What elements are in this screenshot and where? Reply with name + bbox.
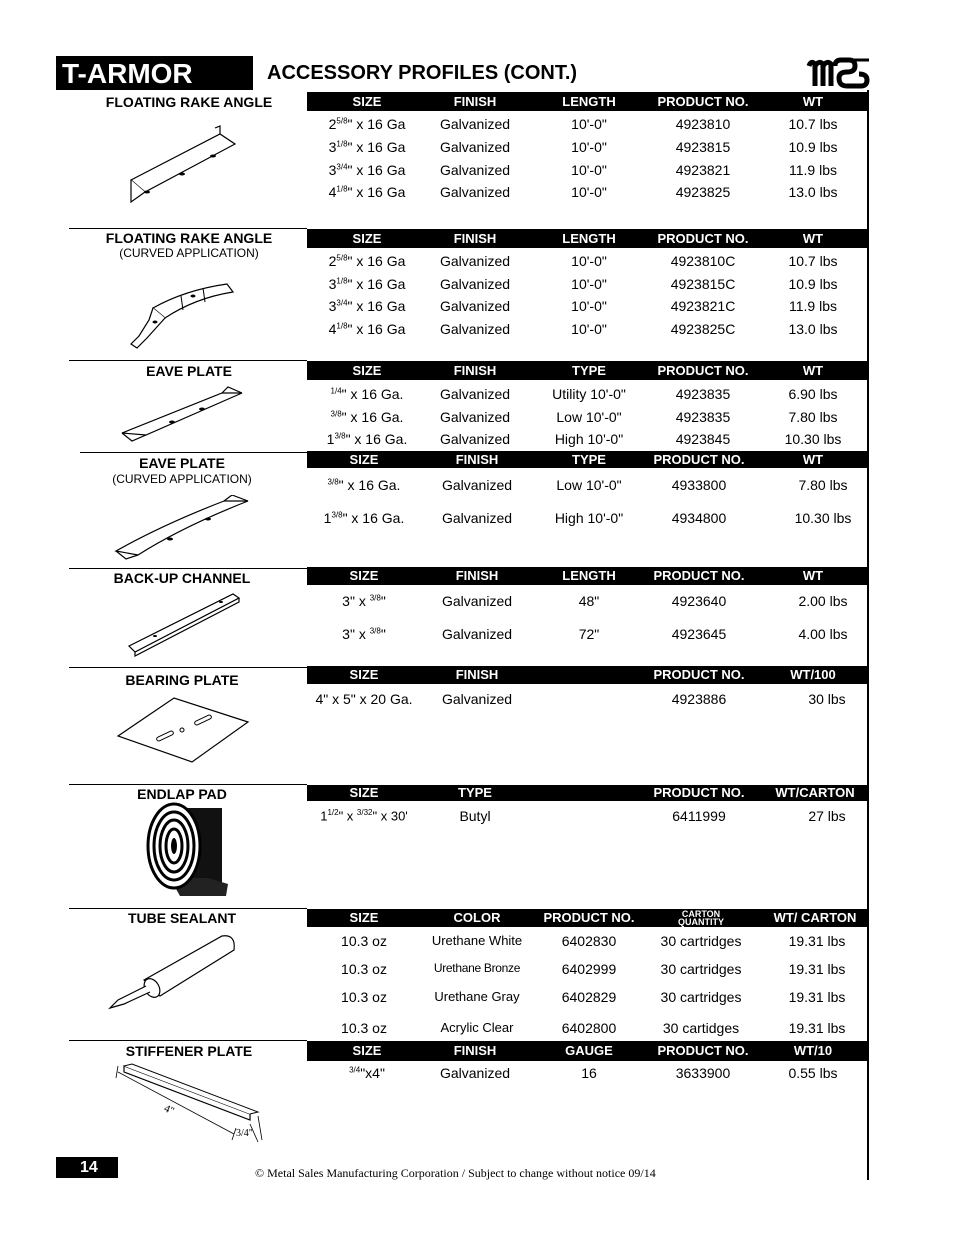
table-row: $2^{5/8}$" x 16 Ga Galvanized 10'-0" 4923810C 10.7 lbs: [328, 253, 838, 269]
table-row: 10.3 oz Urethane Bronze 6402999 30 cartridges 19.31 lbs: [341, 961, 846, 977]
table-header-floating-rake-angle: [307, 92, 869, 111]
section-title-endlap-pad: ENDLAP PAD: [137, 786, 227, 802]
divider: [69, 568, 307, 569]
page-subtitle: ACCESSORY PROFILES (CONT.): [267, 62, 578, 84]
table-row: $1^{3/8}$" x 16 Ga. Galvanized High 10'-0" 4934800 10.30 lbs: [323, 510, 852, 526]
table-row: $1^{1/2}$" x $^{3/32}$" x 30' Butyl 6411999 27 lbs: [320, 808, 846, 824]
section-subtitle: (CURVED APPLICATION): [112, 472, 252, 486]
tube-sealant-illustration: [104, 930, 240, 1012]
table-row: $^{3/8}$" x 16 Ga. Galvanized Low 10'-0" 4933800 7.80 lbs: [327, 477, 848, 493]
table-row: 3" x $^{3/8}$" Galvanized 72" 4923645 4.00 lbs: [342, 626, 848, 642]
floating-rake-angle-illustration: [125, 122, 240, 204]
dimension-label-length: 4": [161, 1102, 177, 1118]
table-row: $^{3/8}$" x 16 Ga. Galvanized Low 10'-0" 4923835 7.80 lbs: [330, 409, 838, 425]
ms-logo: [805, 56, 871, 90]
table-row: 10.3 oz Urethane Gray 6402829 30 cartridges 19.31 lbs: [341, 989, 846, 1005]
table-header-tube-sealant: SIZE COLOR PRODUCT NO. CARTON QUANTITY WT/ CARTON: [307, 909, 869, 927]
table-header-back-up-channel: SIZE FINISH LENGTH PRODUCT NO. WT: [307, 567, 869, 585]
section-title-back-up-channel: BACK-UP CHANNEL: [113, 570, 251, 586]
table-row: $3^{1/8}$" x 16 Ga Galvanized 10'-0" 4923815 10.9 lbs: [328, 139, 838, 155]
table-row: $2^{5/8}$" x 16 Ga Galvanized 10'-0" 4923810 10.7 lbs: [328, 116, 838, 132]
divider: [69, 908, 307, 909]
section-title-tube-sealant: TUBE SEALANT: [127, 910, 237, 926]
section-title-bearing-plate: BEARING PLATE: [125, 672, 239, 688]
eave-plate-illustration: [118, 385, 248, 445]
col-size: SIZE: [352, 94, 382, 109]
table-row: 4" x 5" x 20 Ga. Galvanized 4923886 30 lbs: [315, 691, 846, 707]
divider: [69, 228, 307, 229]
section-title-eave-plate-curved: EAVE PLATE: [139, 455, 225, 471]
col-finish: FINISH: [453, 94, 497, 109]
table-header-floating-rake-angle-curved: SIZE FINISH LENGTH PRODUCT NO. WT: [307, 229, 869, 248]
back-up-channel-illustration: [125, 590, 243, 660]
table-header-stiffener-plate: SIZE FINISH GAUGE PRODUCT NO. WT/10: [307, 1041, 869, 1061]
page-number: 14: [56, 1157, 118, 1178]
brand-title: T-ARMOR: [56, 56, 253, 90]
divider: [69, 667, 307, 668]
table-row: $3^{1/8}$" x 16 Ga Galvanized 10'-0" 4923815C 10.9 lbs: [328, 276, 838, 292]
endlap-pad-roll-illustration: [140, 800, 240, 900]
col-wt: WT: [802, 94, 824, 109]
table-row: $1^{3/8}$" x 16 Ga. Galvanized High 10'-0" 4923845 10.30 lbs: [326, 431, 842, 447]
table-row: $^{3/4}$"x4" Galvanized 16 3633900 0.55 lbs: [349, 1065, 838, 1081]
section-title-floating-rake-angle-curved: FLOATING RAKE ANGLE: [105, 230, 273, 246]
footer-copyright: © Metal Sales Manufacturing Corporation / Subject to change without notice 09/14: [255, 1166, 656, 1180]
divider: [69, 784, 307, 785]
eave-plate-curved-illustration: [112, 495, 252, 561]
table-row: 10.3 oz Urethane White 6402830 30 cartridges 19.31 lbs: [341, 933, 846, 949]
table-row: 10.3 oz Acrylic Clear 6402800 30 cartidges 19.31 lbs: [341, 1020, 846, 1036]
divider: [69, 360, 307, 361]
section-title-eave-plate: EAVE PLATE: [146, 363, 232, 379]
col-length: LENGTH: [562, 94, 616, 109]
dimension-label-width: 3/4": [236, 1128, 253, 1139]
table-header-eave-plate-curved: SIZE FINISH TYPE PRODUCT NO. WT: [307, 451, 869, 468]
table-row: $^{1/4}$" x 16 Ga. Galvanized Utility 10'-0" 4923835 6.90 lbs: [330, 386, 838, 402]
table-row: $3^{3/4}$" x 16 Ga Galvanized 10'-0" 4923821 11.9 lbs: [328, 162, 837, 178]
table-header-eave-plate: SIZE FINISH TYPE PRODUCT NO. WT: [307, 361, 869, 380]
section-subtitle: (CURVED APPLICATION): [119, 246, 259, 260]
col-product-no: PRODUCT NO.: [657, 94, 749, 109]
floating-rake-angle-curved-illustration: [125, 270, 240, 352]
section-title-stiffener-plate: STIFFENER PLATE: [125, 1043, 253, 1059]
table-row: $3^{3/4}$" x 16 Ga Galvanized 10'-0" 4923821C 11.9 lbs: [328, 298, 837, 314]
divider: [80, 452, 307, 453]
table-header-bearing-plate: SIZE FINISH PRODUCT NO. WT/100: [307, 666, 869, 684]
bearing-plate-illustration: [116, 694, 251, 766]
table-row: $4^{1/8}$" x 16 Ga Galvanized 10'-0" 4923825 13.0 lbs: [328, 184, 838, 200]
section-title-floating-rake-angle: FLOATING RAKE ANGLE: [105, 94, 273, 110]
table-row: 3" x $^{3/8}$" Galvanized 48" 4923640 2.00 lbs: [342, 593, 848, 609]
table-header-endlap-pad: SIZE TYPE PRODUCT NO. WT/CARTON: [307, 785, 867, 801]
table-row: $4^{1/8}$" x 16 Ga Galvanized 10'-0" 4923825C 13.0 lbs: [328, 321, 838, 337]
divider: [69, 1040, 307, 1041]
